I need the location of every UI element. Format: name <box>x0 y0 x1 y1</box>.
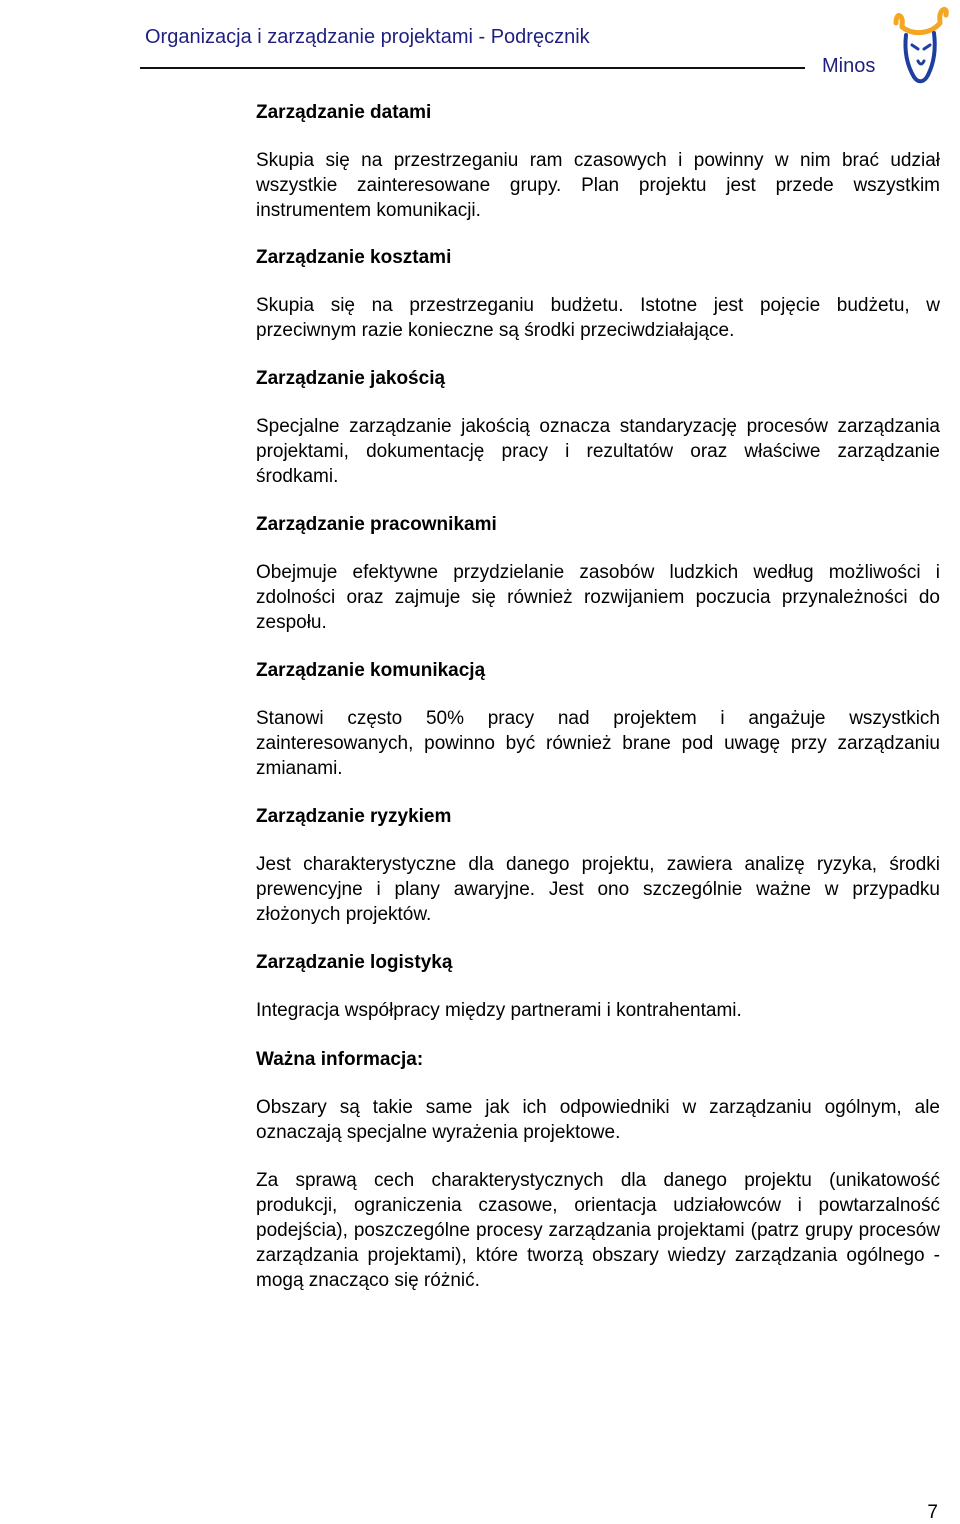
document-header-title: Organizacja i zarządzanie projektami - Podręcznik <box>145 26 590 48</box>
minos-bull-logo-icon <box>890 5 952 87</box>
section-heading: Zarządzanie logistyką <box>256 952 453 973</box>
section-paragraph: Integracja współpracy między partnerami i kontrahentami. <box>256 1000 742 1021</box>
section-heading: Zarządzanie pracownikami <box>256 514 497 535</box>
section-paragraph: Za sprawą cech charakterystycznych dla danego projektu (unikatowość produkcji, ograniczenia czasowe, orientacja udziałowców i powtarzalność podejścia), poszczególne procesy zarządzania projektami (patrz grupy procesów zarządzania projektami), które tworzą obszary wiedzy zarządzania ogólnego - mogą znacząco się różnić. <box>256 1170 940 1291</box>
important-note-heading: Ważna informacja: <box>256 1049 424 1070</box>
section-heading: Zarządzanie komunikacją <box>256 660 486 681</box>
document-body <box>256 100 940 1318</box>
section-paragraph: Skupia się na przestrzeganiu ram czasowych i powinny w nim brać udział wszystkie zainteresowane grupy. Plan projektu jest przede wszystkim instrumentem komunikacji. <box>256 150 940 221</box>
section-heading: Zarządzanie jakością <box>256 368 446 389</box>
section-paragraph: Stanowi często 50% pracy nad projektem i angażuje wszystkich zainteresowanych, powinno być również brane pod uwagę przy zarządzaniu zmianami. <box>256 708 940 779</box>
page-number: 7 <box>927 1502 938 1523</box>
section-paragraph: Jest charakterystyczne dla danego projektu, zawiera analizę ryzyka, środki prewencyjne i plany awaryjne. Jest ono szczególnie ważne w przypadku złożonych projektów. <box>256 854 940 925</box>
section-paragraph: Specjalne zarządzanie jakością oznacza standaryzację procesów zarządzania projektami, dokumentację pracy i rezultatów oraz właściwe zarządzanie środkami. <box>256 416 940 487</box>
section-paragraph: Obejmuje efektywne przydzielanie zasobów ludzkich według możliwości i zdolności oraz zajmuje się również rozwijaniem poczucia przynależności do zespołu. <box>256 562 940 633</box>
section-paragraph: Skupia się na przestrzeganiu budżetu. Istotne jest pojęcie budżetu, w przeciwnym razie konieczne są środki przeciwdziałające. <box>256 295 940 341</box>
section-heading: Zarządzanie datami <box>256 102 432 123</box>
document-header-brand: Minos <box>822 55 876 77</box>
header-divider <box>140 67 805 69</box>
section-heading: Zarządzanie ryzykiem <box>256 806 452 827</box>
section-heading: Zarządzanie kosztami <box>256 247 452 268</box>
section-paragraph: Obszary są takie same jak ich odpowiedniki w zarządzaniu ogólnym, ale oznaczają specjalne wyrażenia projektowe. <box>256 1097 940 1143</box>
